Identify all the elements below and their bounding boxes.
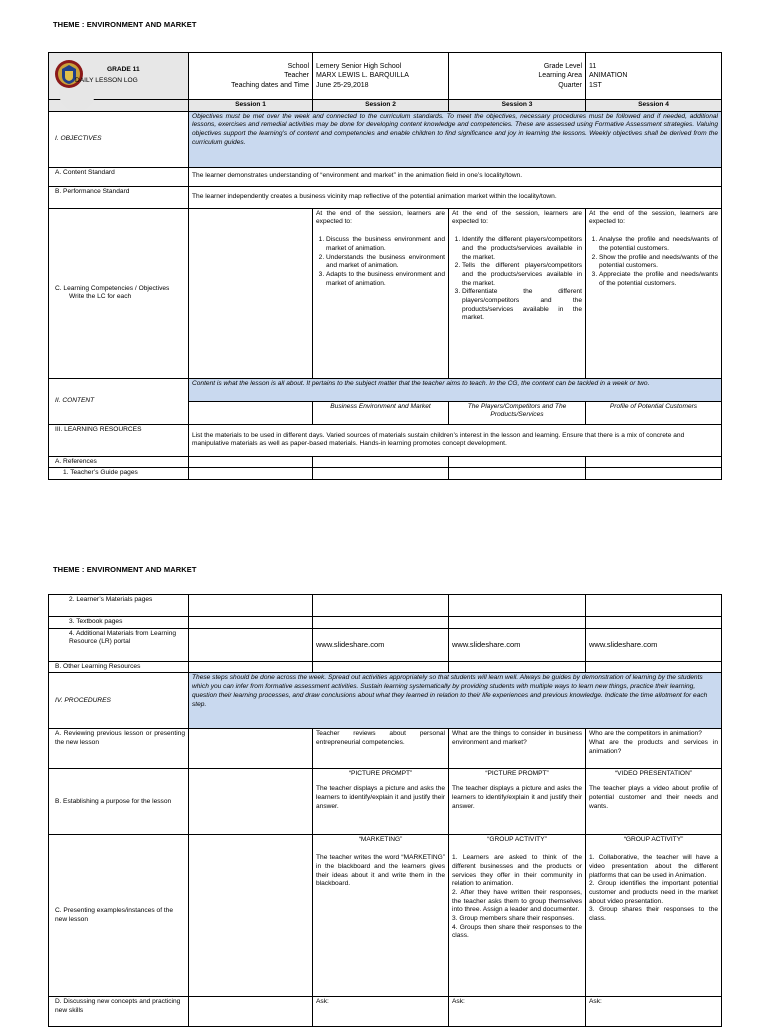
purpose-session-2: “PICTURE PROMPT” The teacher displays a picture and asks the learners to identify/explain it and justify their answer. bbox=[313, 769, 449, 835]
competencies-session-1 bbox=[189, 208, 313, 378]
dll-table-page-2 bbox=[48, 594, 722, 1027]
objectives-label: I. OBJECTIVES bbox=[49, 111, 189, 167]
grade-labels: Grade Level Learning Area Quarter bbox=[449, 53, 586, 100]
slideshare-link-session-4[interactable]: www.slideshare.com bbox=[586, 628, 722, 661]
resources-label: III. LEARNING RESOURCES bbox=[49, 424, 189, 456]
other-resources-label: B. Other Learning Resources bbox=[49, 661, 189, 673]
session-2-header: Session 2 bbox=[313, 100, 449, 112]
reviewing-session-4: Who are the competitors in animation? What are the products and services in animation? bbox=[586, 729, 722, 769]
header-title-cell bbox=[49, 53, 189, 100]
content-session-1 bbox=[189, 401, 313, 424]
list-item: 2. Group identifies the important potential customer and products need in the market about video presentation. bbox=[589, 880, 718, 905]
list-item: 1. Discuss the business environment and market of animation. bbox=[326, 236, 445, 253]
reviewing-label: A. Reviewing previous lesson or presenting the new lesson bbox=[49, 729, 189, 769]
resources-text: List the materials to be used in different days. Varied sources of materials sustain children’s interest in the lesson and learning. Ensure that there is a mix of concrete and manipulative materials as well as paper-based materials. Hands-in learning promotes concept development. bbox=[189, 424, 722, 456]
presenting-session-4: “GROUP ACTIVITY” 1. Collaborative, the teacher will have a video presentation about the different platforms that can be used in Animation. 2. Group identifies the important potential customer and products need in the market about video presentation. 3. Group shares their responses to the class. bbox=[586, 835, 722, 997]
list-item: 3. Appreciate the profile and needs/wants of the potential customers. bbox=[599, 271, 718, 288]
competencies-session-3: At the end of the session, learners are expected to: 1. Identify the different players/competitors and the products/services available in the market. 2. Tells the different players/competitors and the products/services available in the market. 3. Differentiate the different players/competitors and the products/services available in the market. bbox=[449, 208, 586, 378]
references-label: A. References bbox=[49, 456, 189, 468]
learners-materials-label: 2. Learner’s Materials pages bbox=[49, 595, 189, 617]
discussing-label: D. Discussing new concepts and practicing new skills bbox=[49, 997, 189, 1027]
content-standard-text: The learner demonstrates understanding of “environment and market” in the animation field in one’s locality/town. bbox=[189, 167, 722, 186]
slideshare-link-session-2[interactable]: www.slideshare.com bbox=[313, 628, 449, 661]
additional-materials-label: 4. Additional Materials from Learning Resource (LR) portal bbox=[49, 628, 189, 661]
session-3-header: Session 3 bbox=[449, 100, 586, 112]
session-1-header: Session 1 bbox=[189, 100, 313, 112]
grade-values: 11 ANIMATION 1ST bbox=[586, 53, 722, 100]
content-label: II. CONTENT bbox=[49, 378, 189, 424]
content-session-2: Business Environment and Market bbox=[313, 401, 449, 424]
procedures-label: IV. PROCEDURES bbox=[49, 673, 189, 729]
presenting-label: C. Presenting examples/instances of the new lesson bbox=[49, 835, 189, 997]
procedures-note: These steps should be done across the week. Spread out activities appropriately so that students will learn well. Always be guides by demonstration of learning by the students which you can infer from formative assessment activities. Sustain learning systematically by providing students with multiple ways to learn new things, practice their learning, question their learning processes, and draw conclusions about what they learned in relation to their life experiences and previous knowledge. Indicate the time allotment for each step. bbox=[189, 673, 722, 729]
content-standard-label: A. Content Standard bbox=[49, 167, 189, 186]
list-item: 3. Group members share their responses. bbox=[452, 915, 575, 923]
list-item: 2. After they have written their responses, the teacher asks them to group themselves into three. Assign a leader and documenter. bbox=[452, 888, 582, 914]
content-session-4: Profile of Potential Customers bbox=[586, 401, 722, 424]
objectives-note: Objectives must be met over the week and connected to the curriculum standards. To meet the objectives, necessary procedures must be followed and if needed, additional lessons, exercises and remedial activities may be done for developing content knowledge and competencies. These are assessed using Formative Assessment strategies. Valuing objectives support the learning’s of content and competencies and enable children to find significance and joy in learning the lessons. Weekly objectives shall be derived from the curriculum guides. bbox=[189, 111, 722, 167]
list-item: 4. Groups then share their responses to the class. bbox=[452, 923, 582, 940]
competencies-session-4: At the end of the session, learners are expected to: 1. Analyse the profile and needs/wants of the potential customers. 2. Show the profile and needs/wants of the potential customers. 3. Appreciate the profile and needs/wants of the potential customers. bbox=[586, 208, 722, 378]
list-item: 2. Understands the business environment and market of animation. bbox=[326, 254, 445, 271]
purpose-session-4: “VIDEO PRESENTATION” The teacher plays a video about profile of potential customer and their needs and wants. bbox=[586, 769, 722, 835]
content-session-3: The Players/Competitors and The Products/Services bbox=[449, 401, 586, 424]
purpose-label: B. Establishing a purpose for the lesson bbox=[49, 769, 189, 835]
list-item: 2. Show the profile and needs/wants of the potential customers. bbox=[599, 254, 718, 271]
slideshare-link-session-3[interactable]: www.slideshare.com bbox=[449, 628, 586, 661]
content-note: Content is what the lesson is all about. It pertains to the subject matter that the teacher aims to teach. In the CG, the content can be tackled in a week or two. bbox=[189, 378, 722, 401]
discussing-session-2: Ask: bbox=[313, 997, 449, 1027]
list-item: 3. Adapts to the business environment and market of animation. bbox=[326, 271, 445, 288]
purpose-session-3: “PICTURE PROMPT” The teacher displays a picture and asks the learners to identify/explain it and justify their answer. bbox=[449, 769, 586, 835]
discussing-session-3: Ask: bbox=[449, 997, 586, 1027]
theme-heading: THEME : ENVIRONMENT AND MARKET bbox=[53, 20, 197, 29]
discussing-session-4: Ask: bbox=[586, 997, 722, 1027]
reviewing-session-3: What are the things to consider in business environment and market? bbox=[449, 729, 586, 769]
teachers-guide-label: 1. Teacher’s Guide pages bbox=[49, 468, 189, 480]
session-4-header: Session 4 bbox=[586, 100, 722, 112]
presenting-session-3: “GROUP ACTIVITY” 1. Learners are asked to think of the different businesses and the products or services they offer in their community in relation to animation. 2. After they have written their responses, the teacher asks them to group themselves into three. Assign a leader and documenter. 3. Group members share their responses. 4. Groups then share their responses to the class. bbox=[449, 835, 586, 997]
textbook-label: 3. Textbook pages bbox=[49, 617, 189, 629]
list-item: 2. Tells the different players/competitors and the products/services available in the market. bbox=[462, 262, 582, 288]
school-values: Lemery Senior High School MARX LEWIS L. BARQUILLA June 25-29,2018 bbox=[313, 53, 449, 100]
competencies-session-2: At the end of the session, learners are expected to: 1. Discuss the business environment and market of animation. 2. Understands the business environment and market of animation. 3. Adapts to the business environment and market of animation. bbox=[313, 208, 449, 378]
competencies-label: C. Learning Competencies / Objectives Write the LC for each bbox=[49, 208, 189, 378]
list-item: 1. Identify the different players/competitors and the products/services available in the market. bbox=[462, 236, 582, 262]
dll-table-page-1 bbox=[48, 52, 722, 480]
performance-standard-label: B. Performance Standard bbox=[49, 186, 189, 208]
performance-standard-text: The learner independently creates a business vicinity map reflective of the potential animation market within the locality/town. bbox=[189, 186, 722, 208]
list-item: 3. Group shares their responses to the class. bbox=[589, 906, 718, 923]
list-item: 1. Learners are asked to think of the different businesses and the products or services they offer in their community in relation to animation. bbox=[452, 854, 582, 888]
log-title: DAILY LESSON LOG bbox=[75, 77, 138, 84]
list-item: 3. Differentiate the different players/competitors and the products/services available in the market. bbox=[462, 288, 582, 323]
school-labels: School Teacher Teaching dates and Time bbox=[189, 53, 313, 100]
reviewing-session-2: Teacher reviews about personal entrepreneurial competencies. bbox=[313, 729, 449, 769]
grade-line: GRADE 11 bbox=[107, 66, 140, 73]
list-item: 1. Analyse the profile and needs/wants of the potential customers. bbox=[599, 236, 718, 253]
school-seal-icon bbox=[54, 59, 84, 89]
list-item: 1. Collaborative, the teacher will have a video presentation about the different platforms that can be used in Animation. bbox=[589, 854, 718, 879]
theme-heading-page-2: THEME : ENVIRONMENT AND MARKET bbox=[53, 565, 197, 574]
presenting-session-2: “MARKETING” The teacher writes the word “MARKETING” in the blackboard and the learners gives their ideas about it and write them in the blackboard. bbox=[313, 835, 449, 997]
